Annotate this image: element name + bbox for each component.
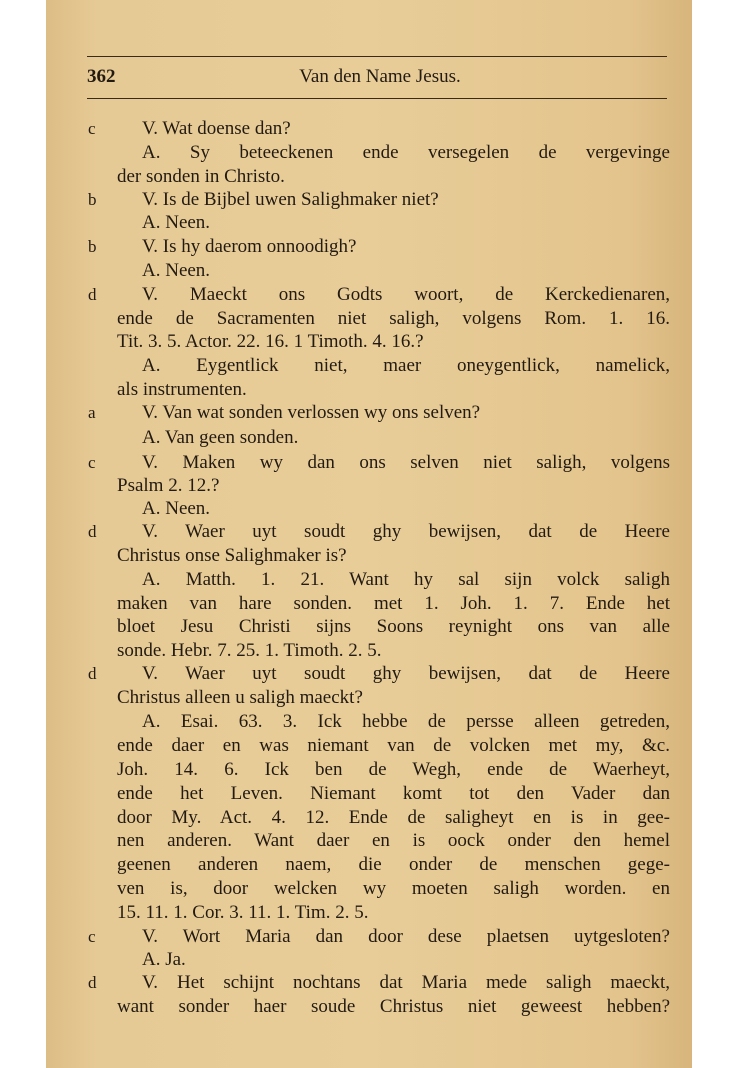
text-line: A. Neen. [142, 260, 211, 281]
text-line: A. Ja. [142, 949, 186, 970]
text-line: A. Sy beteeckenen ende versegelen de vergevinge [142, 142, 670, 163]
text-line: V. Van wat sonden verlossen wy ons selven? [142, 402, 481, 423]
text-line: geenen anderen naem, die onder de menschen gege- [117, 854, 670, 875]
text-line: als instrumenten. [117, 379, 247, 400]
margin-marker: c [88, 927, 96, 946]
text-line: maken van hare sonden. met 1. Joh. 1. 7. Ende het [117, 593, 670, 614]
text-line: door My. Act. 4. 12. Ende de saligheyt en is in gee- [117, 807, 670, 828]
text-line: A. Esai. 63. 3. Ick hebbe de persse alleen getreden, [142, 711, 670, 732]
text-line: V. Is hy daerom onnoodigh? [142, 236, 357, 257]
text-line: V. Waer uyt soudt ghy bewijsen, dat de Heere [142, 663, 670, 684]
text-line: ende het Leven. Niemant komt tot den Vader dan [117, 783, 670, 804]
running-title: Van den Name Jesus. [299, 66, 461, 87]
text-line: der sonden in Christo. [117, 166, 285, 187]
text-line: Joh. 14. 6. Ick ben de Wegh, ende de Waerheyt, [117, 759, 670, 780]
text-line: want sonder haer soude Christus niet geweest hebben? [117, 996, 670, 1017]
text-line: 15. 11. 1. Cor. 3. 11. 1. Tim. 2. 5. [117, 902, 369, 923]
text-line: V. Maken wy dan ons selven niet saligh, volgens [142, 452, 670, 473]
page-number: 362 [87, 66, 116, 87]
text-line: ende daer en was niemant van de volcken met my, &c. [117, 735, 670, 756]
margin-marker: d [88, 973, 97, 992]
text-line: ende de Sacramenten niet saligh, volgens Rom. 1. 16. [117, 308, 670, 329]
margin-marker: d [88, 664, 97, 683]
text-line: A. Neen. [142, 498, 211, 519]
margin-marker: d [88, 522, 97, 541]
text-line: Tit. 3. 5. Actor. 22. 16. 1 Timoth. 4. 16.? [117, 331, 424, 352]
text-line: V. Is de Bijbel uwen Salighmaker niet? [142, 189, 439, 210]
text-line: A. Neen. [142, 212, 211, 233]
margin-marker: c [88, 453, 96, 472]
margin-marker: a [88, 403, 96, 422]
text-line: Christus onse Salighmaker is? [117, 545, 347, 566]
text-line: V. Maeckt ons Godts woort, de Kerckedienaren, [142, 284, 670, 305]
text-line: ven is, door welcken wy moeten saligh worden. en [117, 878, 670, 899]
text-line: Christus alleen u saligh maeckt? [117, 687, 363, 708]
text-line: V. Wort Maria dan door dese plaetsen uytgesloten? [142, 926, 670, 947]
margin-marker: b [88, 190, 97, 209]
header-rule-bottom [87, 98, 667, 99]
text-line: V. Waer uyt soudt ghy bewijsen, dat de Heere [142, 521, 670, 542]
header-rule-top [87, 56, 667, 57]
text-line: A. Van geen sonden. [142, 427, 299, 448]
text-line: sonde. Hebr. 7. 25. 1. Timoth. 2. 5. [117, 640, 382, 661]
text-line: V. Wat doense dan? [142, 118, 291, 139]
text-line: nen anderen. Want daer en is oock onder den hemel [117, 830, 670, 851]
text-line: A. Eygentlick niet, maer oneygentlick, namelick, [142, 355, 670, 376]
text-line: V. Het schijnt nochtans dat Maria mede saligh maeckt, [142, 972, 670, 993]
margin-marker: b [88, 237, 97, 256]
margin-marker: c [88, 119, 96, 138]
text-line: A. Matth. 1. 21. Want hy sal sijn volck saligh [142, 569, 670, 590]
text-line: bloet Jesu Christi sijns Soons reynight ons van alle [117, 616, 670, 637]
text-line: Psalm 2. 12.? [117, 475, 220, 496]
margin-marker: d [88, 285, 97, 304]
